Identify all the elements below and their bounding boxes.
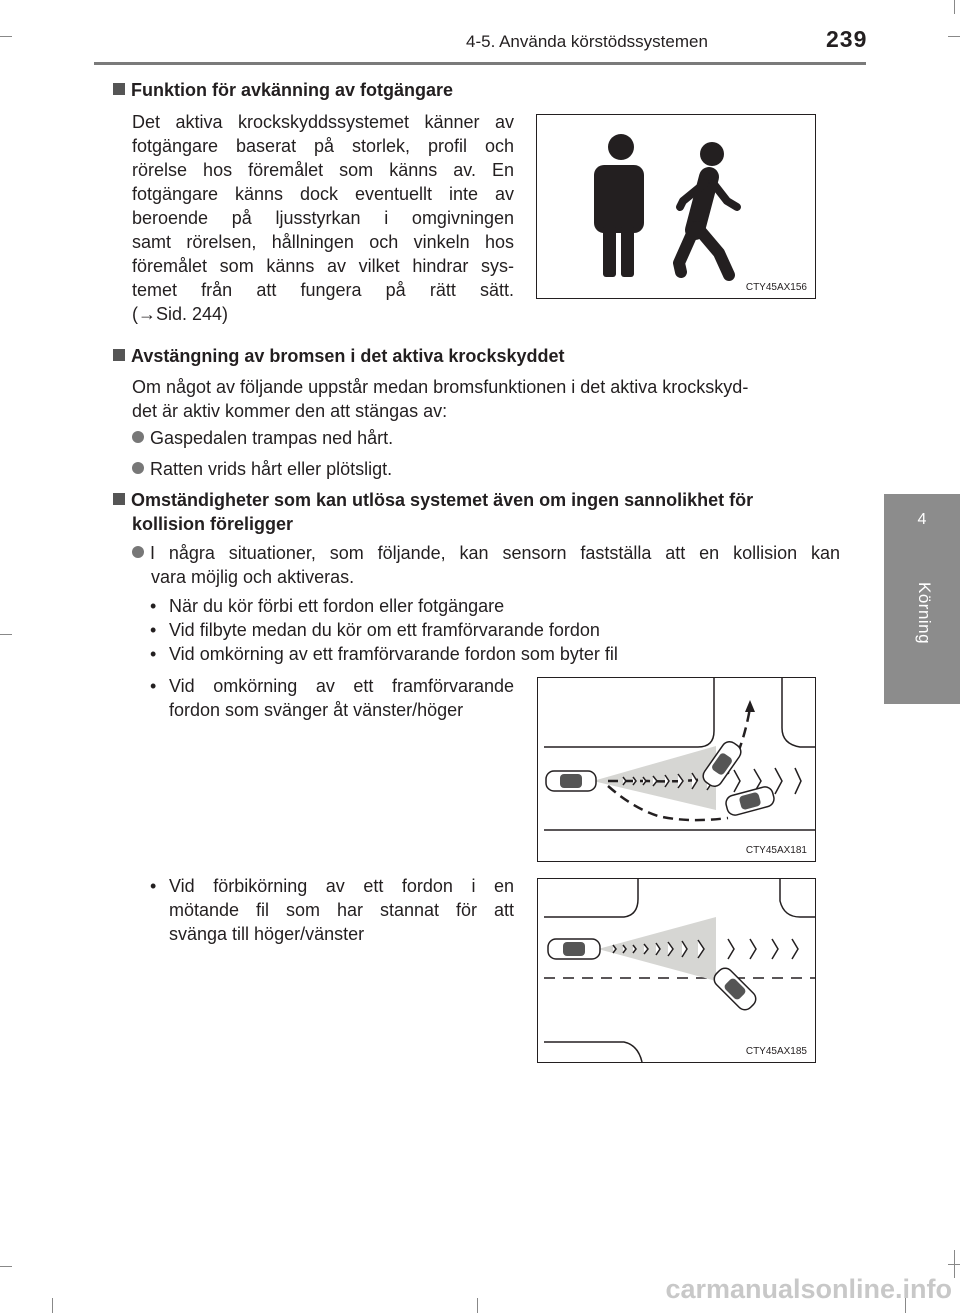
- sub-item: • Vid filbyte medan du kör om ett framförvarande fordon: [150, 620, 600, 640]
- watermark: carmanualsonline.info: [665, 1274, 952, 1304]
- bullet-text: I några situationer, som följande, kan sensorn fastställa att en kollision kan: [150, 543, 840, 563]
- text-line: fotgängare baserat på storlek, profil och: [132, 136, 514, 156]
- sub-item-text: När du kör förbi ett fordon eller fotgängare: [169, 596, 505, 616]
- crop-mark: [0, 1266, 12, 1267]
- square-bullet-icon: [113, 493, 125, 505]
- text-line: temet från att fungera på rätt sätt.: [132, 280, 514, 300]
- bullet-text: vara möjlig och aktiveras.: [151, 567, 355, 587]
- sub-item: • Vid omkörning av ett framförvarande fordon som svänger åt vänster/höger: [150, 676, 514, 720]
- crop-mark: [0, 36, 12, 37]
- chapter-number: 4: [917, 511, 927, 528]
- bullet-item: [132, 426, 393, 450]
- crop-mark: [52, 1298, 53, 1313]
- heading-text: Omständigheter som kan utlösa systemet även om ingen sannolikhet för: [131, 490, 754, 510]
- walking-person-icon: [679, 142, 737, 275]
- bullet-dot-icon: [132, 462, 144, 474]
- path-arrow-icon: [745, 700, 755, 712]
- figure-oncoming-vehicle: [537, 878, 816, 1063]
- own-car-icon: [548, 939, 600, 959]
- oncoming-vehicle-illustration: [538, 879, 815, 1062]
- bullet-dot-icon: [132, 546, 144, 558]
- sub-item-text: Vid omkörning av ett framförvarande fordon som byter fil: [169, 644, 618, 664]
- sub-item-text: Vid filbyte medan du kör om ett framförvarande fordon: [169, 620, 600, 640]
- section-title: 4-5. Använda körstödssystemen: [466, 32, 708, 51]
- heading-pedestrian-detection: [113, 78, 453, 102]
- heading-text: kollision föreligger: [132, 514, 294, 534]
- oncoming-car-icon: [711, 965, 759, 1013]
- figure-pedestrians: [536, 114, 816, 299]
- sub-item-text: Vid förbikörning av ett fordon i en: [169, 876, 514, 896]
- figure-label: CTY45AX156: [745, 282, 807, 293]
- text-line: beroende på ljusstyrkan i omgivningen: [132, 208, 514, 228]
- turning-vehicle-illustration: [538, 678, 815, 861]
- sub-list: [150, 594, 618, 666]
- pedestrians-illustration: [537, 115, 815, 298]
- bullet-item: [132, 457, 392, 481]
- sub-item-text: fordon som svänger åt vänster/höger: [169, 700, 464, 720]
- text-line: Om något av följande uppstår medan bromsfunktionen i det aktiva krockskyd-: [132, 377, 749, 397]
- figure-label: CTY45AX185: [745, 1046, 807, 1057]
- brake-paragraph: [132, 375, 842, 423]
- page-number: 239: [826, 26, 868, 52]
- sub-item-text: mötande fil som har stannat för att: [169, 900, 514, 920]
- text-line: rörelse hos föremålet som känns av. En: [132, 160, 514, 180]
- sub-item: • När du kör förbi ett fordon eller fotgängare: [150, 596, 505, 616]
- own-car-icon: [546, 771, 596, 791]
- bullet-text: Gaspedalen trampas ned hårt.: [150, 428, 394, 448]
- heading-text: Avstängning av bromsen i det aktiva krockskyddet: [131, 346, 565, 366]
- figure-label: CTY45AX181: [745, 845, 807, 856]
- heading-brake-deactivation: [113, 344, 564, 368]
- sub-item: • Vid omkörning av ett framförvarande fordon som byter fil: [150, 644, 618, 664]
- figure-turning-vehicle: [537, 677, 816, 862]
- heading-text: Funktion för avkänning av fotgängare: [131, 80, 454, 100]
- bullet-item: [132, 541, 840, 589]
- crop-mark: [954, 1250, 955, 1278]
- bullet-dot-icon: [132, 431, 144, 443]
- text-line: föremålet som känns av vilket hindrar sys-: [132, 256, 514, 276]
- header-divider: [94, 62, 866, 65]
- standing-person-icon: [594, 134, 644, 277]
- crop-mark: [477, 1298, 478, 1313]
- road-edges: [544, 678, 815, 830]
- text-line: fotgängare känns dock eventuellt inte av: [132, 184, 514, 204]
- crop-mark: [954, 0, 955, 14]
- sub-item-text: Vid omkörning av ett framförvarande: [169, 676, 514, 696]
- crop-mark: [0, 634, 12, 635]
- square-bullet-icon: [113, 83, 125, 95]
- crop-mark: [948, 36, 960, 37]
- bullet-text: Ratten vrids hårt eller plötsligt.: [150, 459, 393, 479]
- heading-unintended-activation: [113, 488, 843, 536]
- chapter-label: Körning: [915, 582, 934, 645]
- text-line: Det aktiva krockskyddssystemet känner av: [132, 112, 514, 132]
- text-line: samt rörelsen, hållningen och vinkeln hos: [132, 232, 514, 252]
- page-reference: (→Sid. 244): [132, 304, 229, 324]
- sub-item: • Vid förbikörning av ett fordon i en mötande fil som har stannat för att svänga till höger/vänster: [150, 876, 514, 944]
- text-line: det är aktiv kommer den att stängas av:: [132, 401, 448, 421]
- square-bullet-icon: [113, 349, 125, 361]
- leading-car-icon: [724, 785, 776, 817]
- pedestrian-paragraph: [132, 110, 514, 326]
- sub-item-text: svänga till höger/vänster: [169, 924, 365, 944]
